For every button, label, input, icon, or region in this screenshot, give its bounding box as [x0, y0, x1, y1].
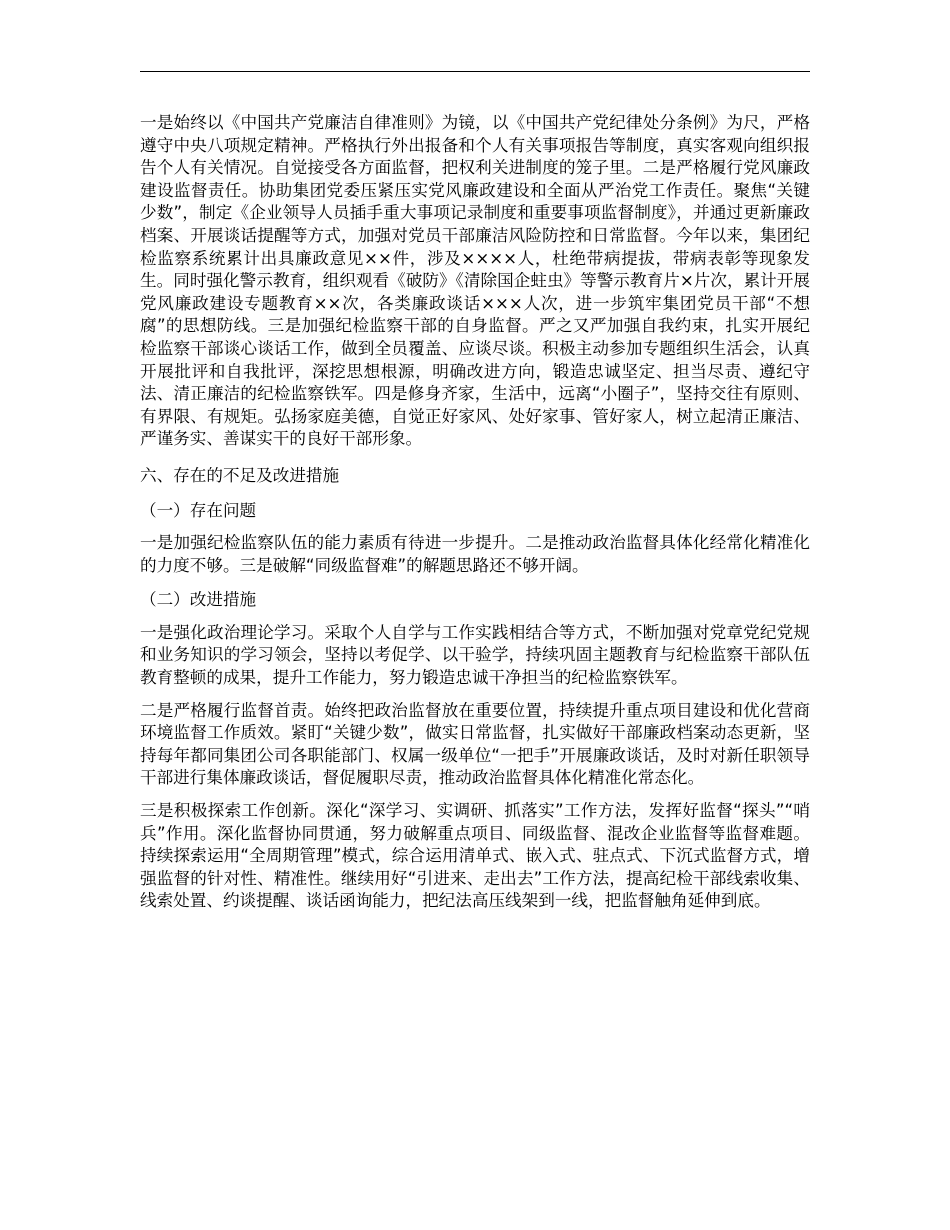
- paragraph-measure-innovation: 三是积极探索工作创新。深化“深学习、实调研、抓落实”工作方法，发挥好监督“探头”“哨兵”作用。深化监督协同贯通，努力破解重点项目、同级监督、混改企业监督等监督难题。持续探索运用“全周期管理”模式，综合运用清单式、嵌入式、驻点式、下沉式监督方式，增强监督的针对性、精准性。继续用好“引进来、走出去”工作方法，提高纪检干部线索收集、线索处置、约谈提醒、谈话函询能力，把纪法高压线架到一线，把监督触角延伸到底。: [140, 801, 810, 911]
- subheading-problems: （一）存在问题: [140, 500, 257, 520]
- paragraph-self-discipline: 一是始终以《中国共产党廉洁自律准则》为镜，以《中国共产党纪律处分条例》为尺，严格遵守中央八项规定精神。严格执行外出报备和个人有关事项报告等制度，真实客观向组织报告个人有关情况。自觉接受各方面监督，把权利关进制度的笼子里。二是严格履行党风廉政建设监督责任。协助集团党委压紧压实党风廉政建设和全面从严治党工作责任。聚焦“关键少数”，制定《企业领导人员插手重大事项记录制度和重要事项监督制度》，并通过更新廉政档案、开展谈话提醒等方式，加强对党员干部廉洁风险防控和日常监督。今年以来，集团纪检监察系统累计出具廉政意见××件，涉及××××人，杜绝带病提拔，带病表彰等现象发生。同时强化警示教育，组织观看《破防》《清除国企蛀虫》等警示教育片×片次，累计开展党风廉政建设专题教育××次，各类廉政谈话×××人次，进一步筑牢集团党员干部“不想腐”的思想防线。三是加强纪检监察干部的自身监督。严之又严加强自我约束，扎实开展纪检监察干部谈心谈话工作，做到全员覆盖、应谈尽谈。积极主动参加专题组织生活会，认真开展批评和自我批评，深挖思想根源，明确改进方向，锻造忠诚坚定、担当尽责、遵纪守法、清正廉洁的纪检监察铁军。四是修身齐家，生活中，远离“小圈子”，坚持交往有原则、有界限、有规矩。弘扬家庭美德，自觉正好家风、处好家事、管好家人，树立起清正廉洁、严谨务实、善谋实干的良好干部形象。: [140, 113, 810, 449]
- subheading-measures: （二）改进措施: [140, 590, 257, 610]
- document-body: [140, 112, 810, 923]
- paragraph-measure-supervision: 二是严格履行监督首责。始终把政治监督放在重要位置，持续提升重点项目建设和优化营商环境监督工作质效。紧盯“关键少数”，做实日常监督，扎实做好干部廉政档案动态更新，坚持每年都同集团公司各职能部门、权属一级单位“一把手”开展廉政谈话，及时对新任职领导干部进行集体廉政谈话，督促履职尽责，推动政治监督具体化精准化常态化。: [140, 700, 810, 788]
- section-heading-shortcomings: 六、存在的不足及改进措施: [140, 465, 340, 485]
- paragraph-problems: 一是加强纪检监察队伍的能力素质有待进一步提升。二是推动政治监督具体化经常化精准化的力度不够。三是破解“同级监督难”的解题思路还不够开阔。: [140, 533, 810, 575]
- header-rule: [140, 71, 810, 72]
- paragraph-measure-theory: 一是强化政治理论学习。采取个人自学与工作实践相结合等方式，不断加强对党章党纪党规和业务知识的学习领会，坚持以考促学、以干验学，持续巩固主题教育与纪检监察干部队伍教育整顿的成果，提升工作能力，努力锻造忠诚干净担当的纪检监察铁军。: [140, 622, 810, 688]
